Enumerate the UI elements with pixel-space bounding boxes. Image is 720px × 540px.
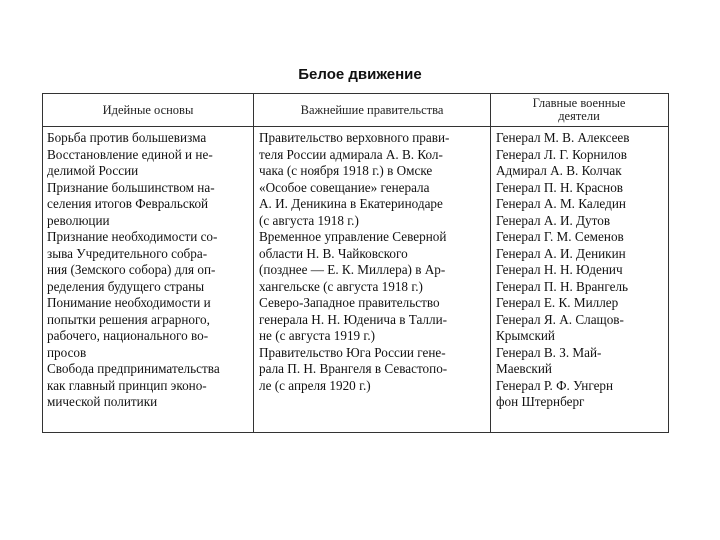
table-cell-line: Восстановление единой и не-: [47, 146, 213, 162]
table-cell-line: ния (Земского собора) для оп-: [47, 262, 216, 277]
table-cell-line: Генерал А. И. Деникин: [496, 245, 626, 261]
table-cell-line: Генерал Г. М. Семенов: [496, 229, 624, 244]
column-divider-1: [253, 94, 254, 432]
table-cell-line: Генерал П. Н. Краснов: [496, 179, 624, 195]
table-cell-line: (позднее — Е. К. Миллера) в Ар-: [259, 262, 446, 277]
table-cell-line: «Особое совещание» генерала: [259, 179, 430, 195]
table-cell-line: Генерал А. И. Дутов: [496, 212, 611, 228]
table-cell-line: зыва Учредительного собра-: [47, 245, 208, 261]
table-cell-line: хангельске (с августа 1918 г.): [259, 278, 423, 294]
table-cell-line: Генерал М. В. Алексеев: [496, 130, 630, 145]
table-cell-line: А. И. Деникина в Екатеринодаре: [259, 196, 443, 211]
table-cell-line: Адмирал А. В. Колчак: [496, 163, 622, 178]
table-cell-line: Генерал Н. Н. Юденич: [496, 262, 623, 277]
table-cell-line: селения итогов Февральской: [47, 196, 209, 211]
table-cell-line: Признание большинством на-: [47, 179, 215, 195]
table-cell-line: ле (с апреля 1920 г.): [259, 377, 371, 393]
table-cell-line: мической политики: [47, 394, 158, 409]
header-divider: [43, 126, 668, 127]
table-cell-line: генерала Н. Н. Юденича в Талли-: [259, 311, 448, 327]
table-cell-line: ределения будущего страны: [47, 278, 205, 294]
table-cell-line: рала П. Н. Врангеля в Севастопо-: [259, 361, 448, 376]
column-divider-2: [490, 94, 491, 432]
table-cell-line: области Н. В. Чайковского: [259, 245, 408, 261]
table-cell-line: Генерал Е. К. Миллер: [496, 295, 619, 310]
table-cell-line: Генерал Р. Ф. Унгерн: [496, 377, 614, 393]
column-governments: [259, 130, 487, 394]
table-cell-line: Крымский: [496, 328, 555, 343]
column-military-leaders: [496, 130, 666, 411]
header-governments: Важнейшие правительства: [300, 102, 444, 117]
table-cell-line: Генерал А. М. Каледин: [496, 196, 626, 211]
column-ideological-foundations: [47, 130, 251, 411]
table-cell-line: Понимание необходимости и: [47, 295, 211, 310]
header-military-leaders: Главные военные деятели: [532, 96, 626, 123]
page-title: Белое движение: [298, 66, 422, 83]
table-cell-line: попытки решения аграрного,: [47, 311, 210, 327]
table-cell-line: как главный принцип эконо-: [47, 377, 207, 393]
table-cell-line: Правительство Юга России гене-: [259, 344, 446, 360]
white-movement-table: [42, 93, 669, 433]
table-cell-line: чака (с ноября 1918 г.) в Омске: [259, 163, 433, 178]
table-cell-line: (с августа 1918 г.): [259, 212, 359, 228]
table-cell-line: революции: [47, 212, 110, 228]
table-cell-line: Генерал П. Н. Врангель: [496, 278, 629, 294]
table-cell-line: Генерал Я. А. Слащов-: [496, 311, 624, 327]
table-cell-line: Свобода предпринимательства: [47, 361, 220, 376]
table-cell-line: Борьба против большевизма: [47, 130, 207, 145]
table-cell-line: Временное управление Северной: [259, 229, 447, 244]
table-cell-line: делимой России: [47, 163, 139, 178]
table-cell-line: Признание необходимости со-: [47, 229, 218, 244]
table-cell-line: Маевский: [496, 361, 552, 376]
table-cell-line: фон Штернберг: [496, 394, 585, 409]
table-cell-line: рабочего, национального во-: [47, 328, 209, 343]
table-cell-line: просов: [47, 344, 87, 360]
table-cell-line: не (с августа 1919 г.): [259, 328, 376, 343]
table-cell-line: Генерал Л. Г. Корнилов: [496, 146, 627, 162]
table-cell-line: Северо-Западное правительство: [259, 295, 440, 310]
table-cell-line: Правительство верховного прави-: [259, 130, 450, 145]
table-cell-line: Генерал В. З. Май-: [496, 344, 602, 360]
header-ideological-foundations: Идейные основы: [102, 102, 194, 117]
table-cell-line: теля России адмирала А. В. Кол-: [259, 146, 443, 162]
